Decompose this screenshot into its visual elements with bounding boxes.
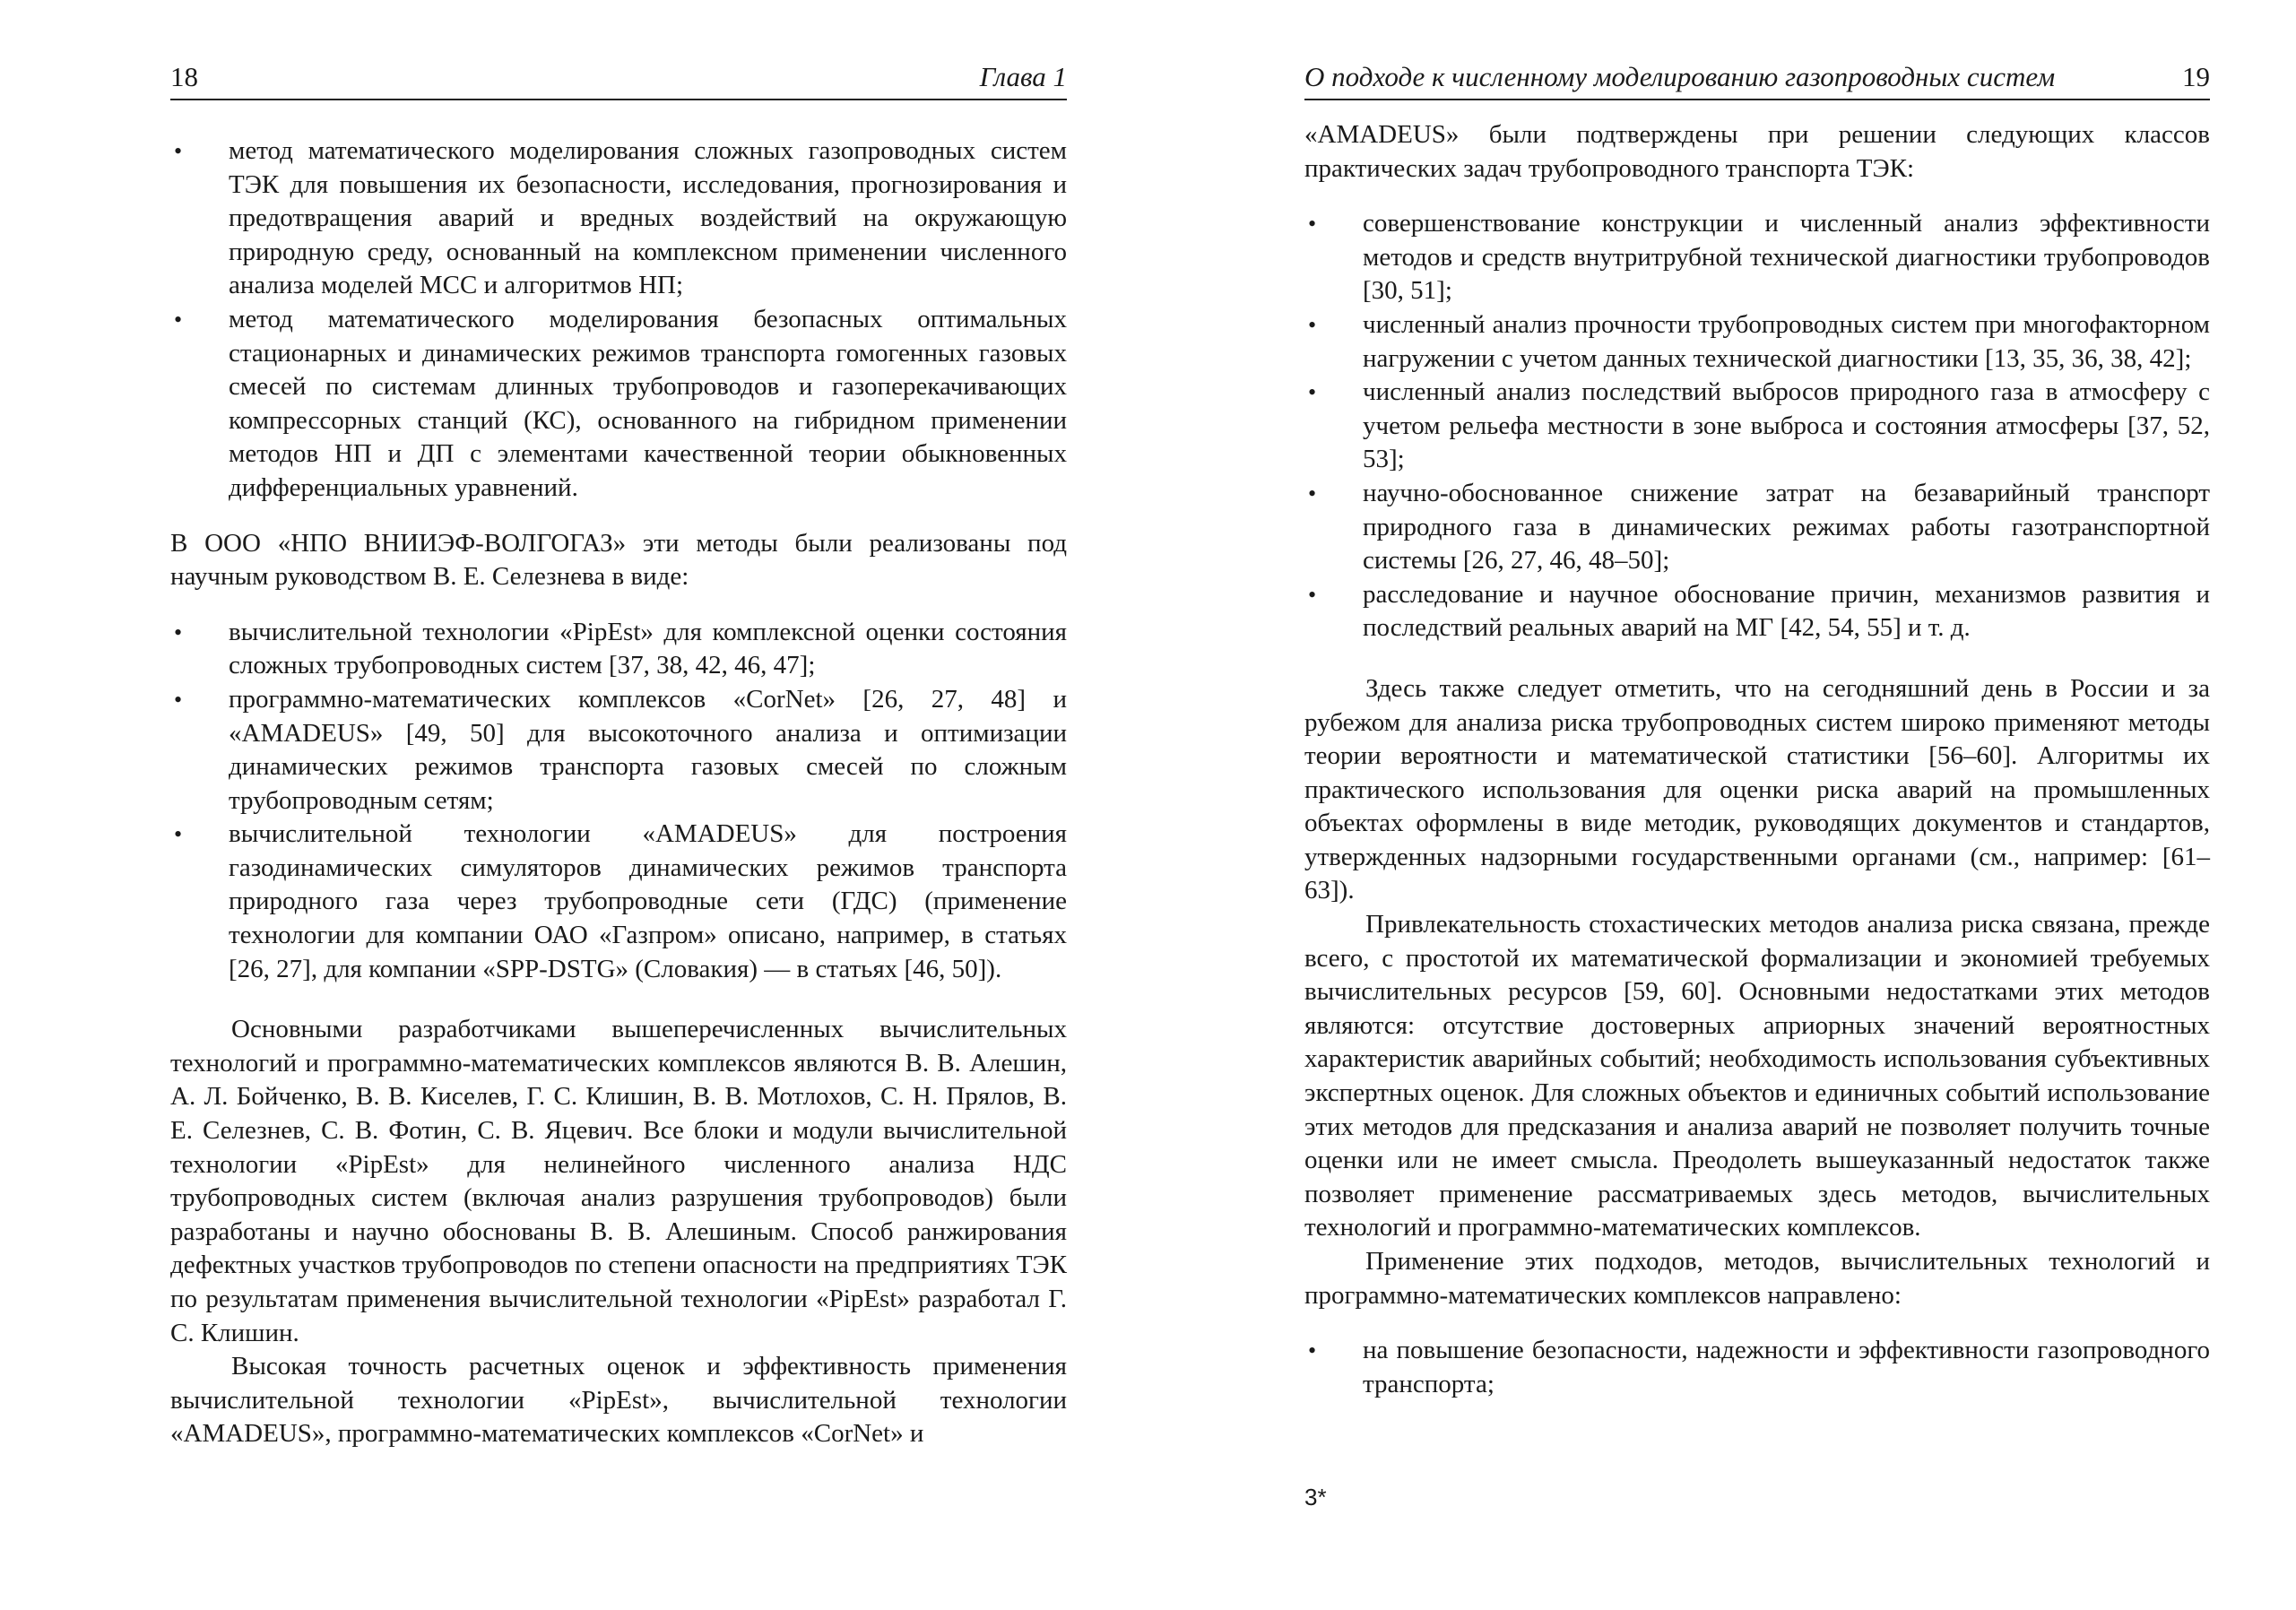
left-page-body bbox=[170, 134, 1067, 1451]
bullet-icon: • bbox=[1308, 311, 1317, 338]
bullet-icon: • bbox=[174, 686, 183, 713]
page-number: 19 bbox=[2182, 61, 2210, 92]
paragraph: Высокая точность расчетных оценок и эффективность применения вычислительной технологии «PipEst», вычислительной технологии «AMADEUS», программно-математических комплексов «CorNet» и bbox=[170, 1352, 1067, 1449]
paragraph: В ООО «НПО ВНИИЭФ-ВОЛГОГАЗ» эти методы были реализованы под научным руководством В. Е. Селезнева в виде: bbox=[170, 528, 1067, 592]
paragraph: «AMADEUS» были подтверждены при решении следующих классов практических задач трубопроводного транспорта ТЭК: bbox=[1304, 120, 2210, 183]
left-page-header bbox=[170, 54, 1067, 100]
list-item: • численный анализ прочности трубопроводных систем при многофакторном нагружении с учетом данных технической диагностики [13, 35, 36, 38, 42]; bbox=[1308, 309, 2210, 373]
paragraph: Применение этих подходов, методов, вычислительных технологий и программно-математических комплексов направлено: bbox=[1304, 1247, 2210, 1310]
bullet-icon: • bbox=[174, 306, 183, 333]
paragraph: Основными разработчиками вышеперечисленных вычислительных технологий и программно-математических комплексов являются В. В. Алешин, А. Л. Бойченко, В. В. Киселев, Г. С. Клишин, В. В. Мотлохов, С. Н. Прялов, В. Е. Селезнев, С. В. Фотин, С. В. Яцевич. Все блоки и модули вычислительной технологии «PipEst» для нелинейного численного анализа НДС трубопроводных систем (включая анализ разрушения трубопроводов) были разработаны и научно обоснованы В. В. Алешиным. Способ ранжирования дефектных участков трубопроводов по степени опасности на предприятиях ТЭК по результатам применения вычислительной технологии «PipEst» разработал Г. С. Клишин. bbox=[170, 1015, 1067, 1347]
list-item: • расследование и научное обоснование причин, механизмов развития и последствий реальных аварий на МГ [42, 54, 55] и т. д. bbox=[1308, 579, 2210, 643]
page-number: 18 bbox=[170, 61, 198, 92]
list-item: • метод математического моделирования безопасных оптимальных стационарных и динамических режимов транспорта гомогенных газовых смесей по системам длинных трубопроводов и газоперекачивающих компрессорных станций (КС), основанного на гибридном применении методов НП и ДП с элементами качественной теории обыкновенных дифференциальных уравнений. bbox=[174, 304, 1067, 502]
bullet-list bbox=[1304, 207, 2210, 645]
bullet-list bbox=[1304, 1334, 2210, 1401]
bullet-icon: • bbox=[1308, 581, 1317, 608]
paragraph: Привлекательность стохастических методов анализа риска связана, прежде всего, с простотой их математической формализации и экономией требуемых вычислительных ресурсов [59, 60]. Основными недостатками этих методов являются: отсутствие достоверных априорных значений вероятностных характеристик аварийных событий; необходимость использования субъективных экспертных оценок. Для сложных объектов и единичных событий использование этих методов для предсказания и анализа аварий не позволяет получить точные оценки или не имеет смысла. Преодолеть вышеуказанный недостаток также позволяет применение рассматриваемых здесь методов, вычислительных технологий и программно-математических комплексов. bbox=[1304, 910, 2210, 1242]
bullet-list bbox=[170, 616, 1067, 987]
running-title: Глава 1 bbox=[979, 61, 1067, 92]
list-item: • вычислительной технологии «PipEst» для комплексной оценки состояния сложных трубопроводных систем [37, 38, 42, 46, 47]; bbox=[174, 617, 1067, 680]
right-page-body bbox=[1304, 118, 2210, 1401]
list-item: • программно-математических комплексов «CorNet» [26, 27, 48] и «AMADEUS» [49, 50] для высокоточного анализа и оптимизации динамических режимов транспорта газовых смесей по сложным трубопроводным сетям; bbox=[174, 684, 1067, 815]
list-item: • метод математического моделирования сложных газопроводных систем ТЭК для повышения их безопасности, исследования, прогнозирования и предотвращения аварий и вредных воздействий на окружающую природную среду, основанный на комплексном применении численного анализа моделей МСС и алгоритмов НП; bbox=[174, 136, 1067, 300]
running-title: О подходе к численному моделированию газопроводных систем bbox=[1304, 61, 2056, 92]
list-item: • вычислительной технологии «AMADEUS» для построения газодинамических симуляторов динамических режимов транспорта природного газа через трубопроводные сети (ГДС) (применение технологии для компании ОАО «Газпром» описано, например, в статьях [26, 27], для компании «SPP-DSTG» (Словакия) — в статьях [46, 50]). bbox=[174, 819, 1067, 983]
bullet-list bbox=[170, 134, 1067, 506]
list-item: • на повышение безопасности, надежности и эффективности газопроводного транспорта; bbox=[1308, 1336, 2210, 1398]
bullet-icon: • bbox=[1308, 211, 1317, 238]
bullet-icon: • bbox=[1308, 379, 1317, 406]
list-item: • совершенствование конструкции и численный анализ эффективности методов и средств внутритрубной технической диагностики трубопроводов [30, 51]; bbox=[1308, 209, 2210, 306]
bullet-icon: • bbox=[174, 138, 183, 164]
list-item: • численный анализ последствий выбросов природного газа в атмосферу с учетом рельефа местности в зоне выброса и состояния атмосферы [37, 52, 53]; bbox=[1308, 377, 2210, 474]
paragraph: Здесь также следует отметить, что на сегодняшний день в России и за рубежом для анализа риска трубопроводных систем широко применяют методы теории вероятности и математической статистики [56–60]. Алгоритмы их практического использования для оценки риска аварий на промышленных объектах оформлены в виде методик, руководящих документов и стандартов, утвержденных надзорными государственными органами (см., например: [61–63]). bbox=[1304, 673, 2210, 905]
list-item: • научно-обоснованное снижение затрат на безаварийный транспорт природного газа в динамических режимах работы газотранспортной системы [26, 27, 46, 48–50]; bbox=[1308, 478, 2210, 576]
right-page-header bbox=[1304, 54, 2210, 100]
signature-mark: 3* bbox=[1304, 1484, 1327, 1510]
bullet-icon: • bbox=[174, 821, 183, 848]
bullet-icon: • bbox=[1308, 480, 1317, 506]
bullet-icon: • bbox=[1308, 1337, 1317, 1364]
bullet-icon: • bbox=[174, 619, 183, 645]
